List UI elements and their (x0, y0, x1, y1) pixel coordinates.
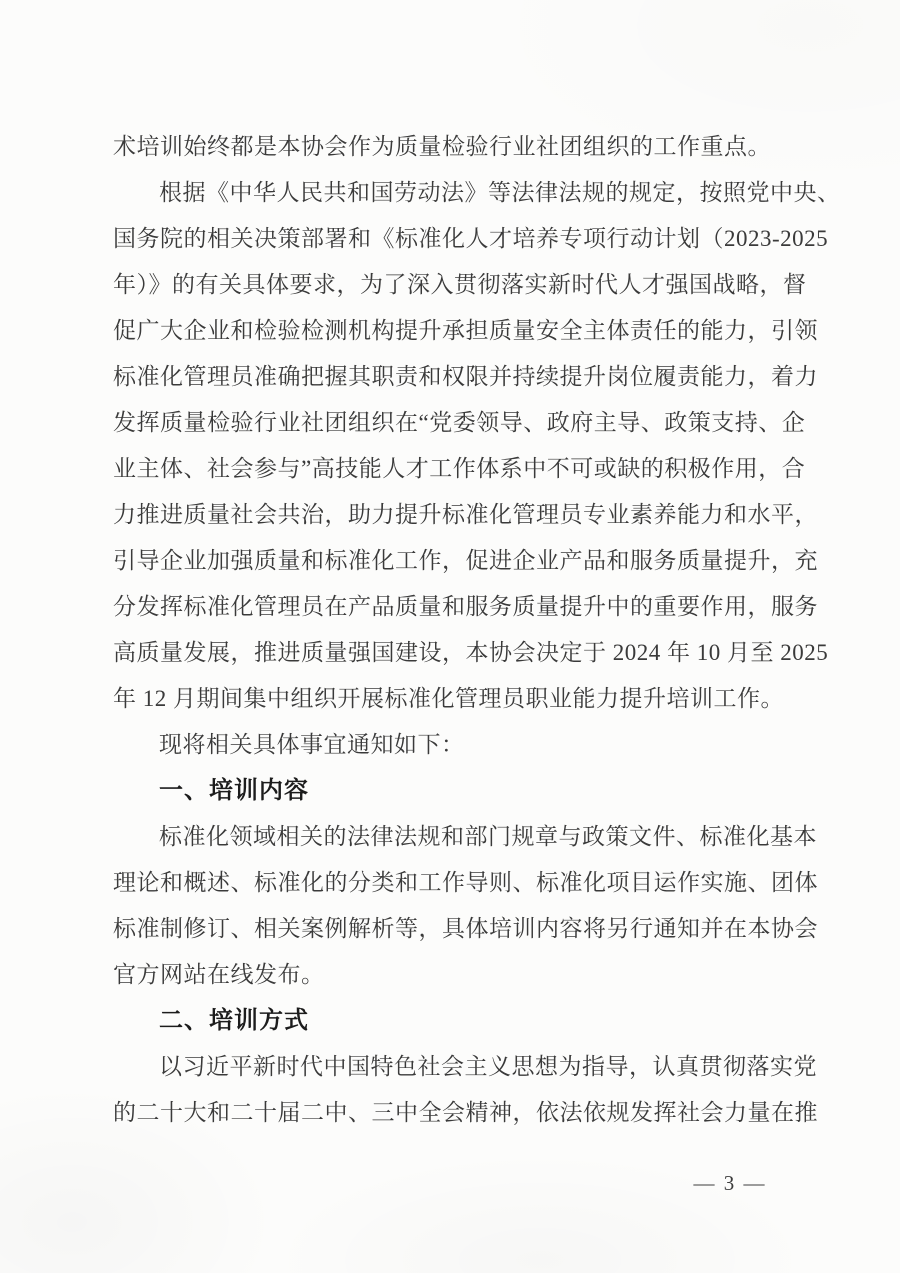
text-line: 发挥质量检验行业社团组织在“党委领导、政府主导、政策支持、企 (113, 410, 806, 435)
text-line: 力推进质量社会共治，助力提升标准化管理员专业素养能力和水平， (113, 502, 818, 527)
document-body (113, 124, 841, 1136)
section-heading-1: 一、培训内容 (159, 777, 309, 804)
text-line: 高质量发展，推进质量强国建设，本协会决定于 2024 年 10 月至 2025 (113, 640, 829, 665)
text-line: 的二十大和二十届二中、三中全会精神，依法依规发挥社会力量在推 (113, 1100, 818, 1125)
text-line: 促广大企业和检验检测机构提升承担质量安全主体责任的能力，引领 (113, 318, 818, 343)
text-line: 官方网站在线发布。 (113, 962, 325, 987)
text-line: 根据《中华人民共和国劳动法》等法律法规的规定，按照党中央、 (159, 180, 841, 205)
text-line: 国务院的相关决策部署和《标准化人才培养专项行动计划（2023-2025 (113, 226, 829, 251)
section-heading-2: 二、培训方式 (159, 1007, 309, 1034)
text-line: 以习近平新时代中国特色社会主义思想为指导，认真贯彻落实党 (159, 1054, 817, 1079)
page-number: — 3 — (693, 1171, 767, 1195)
text-line: 标准制修订、相关案例解析等，具体培训内容将另行通知并在本协会 (113, 916, 818, 941)
text-line: 年）》的有关具体要求，为了深入贯彻落实新时代人才强国战略，督 (113, 272, 807, 297)
text-line: 业主体、社会参与”高技能人才工作体系中不可或缺的积极作用，合 (113, 456, 806, 481)
text-line: 术培训始终都是本协会作为质量检验行业社团组织的工作重点。 (113, 134, 771, 159)
text-line: 年 12 月期间集中组织开展标准化管理员职业能力提升培训工作。 (113, 686, 784, 711)
text-line: 分发挥标准化管理员在产品质量和服务质量提升中的重要作用，服务 (113, 594, 818, 619)
text-line: 标准化领域相关的法律法规和部门规章与政策文件、标准化基本 (159, 824, 817, 849)
text-line: 理论和概述、标准化的分类和工作导则、标准化项目运作实施、团体 (113, 870, 818, 895)
text-line: 现将相关具体事宜通知如下： (159, 732, 465, 757)
text-line: 标准化管理员准确把握其职责和权限并持续提升岗位履责能力，着力 (113, 364, 818, 389)
text-line: 引导企业加强质量和标准化工作，促进企业产品和服务质量提升，充 (113, 548, 818, 573)
